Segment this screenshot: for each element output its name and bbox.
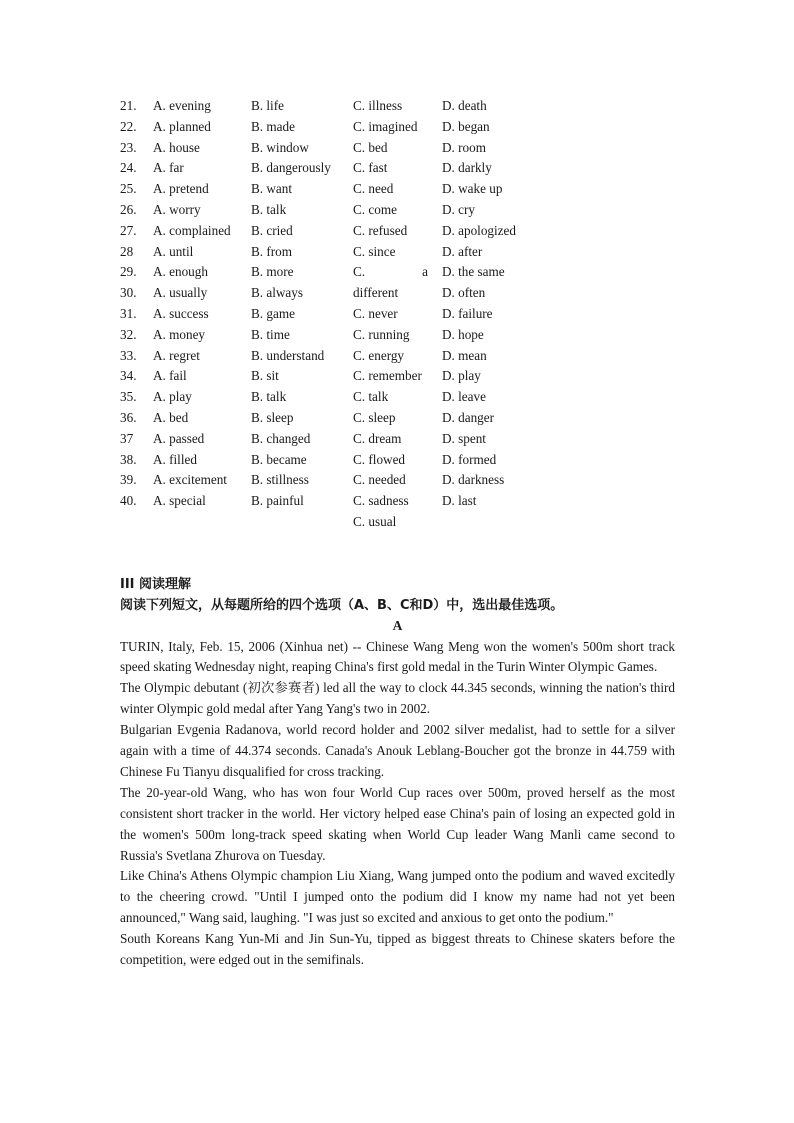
question-row xyxy=(120,387,680,408)
option-c: C. bed xyxy=(353,139,388,155)
question-number: 31. xyxy=(120,305,137,321)
option-a: A. excitement xyxy=(153,472,227,488)
option-d: D. death xyxy=(442,98,487,113)
option-b: B. made xyxy=(251,118,295,134)
option-b: B. became xyxy=(251,451,307,467)
option-c: C. energy xyxy=(353,347,405,363)
question-row xyxy=(120,325,680,346)
option-a: A. planned xyxy=(153,118,211,134)
option-b: B. sleep xyxy=(251,409,294,425)
question-row xyxy=(120,346,680,367)
question-row xyxy=(120,408,680,429)
option-a: A. passed xyxy=(153,430,205,446)
question-number: 38. xyxy=(120,451,137,467)
option-a: A. house xyxy=(153,139,200,155)
option-a: A. bed xyxy=(153,409,189,425)
option-b: B. cried xyxy=(251,222,293,238)
question-number: 39. xyxy=(120,472,137,488)
question-number: 29. xyxy=(120,264,137,280)
passage-paragraph: TURIN, Italy, Feb. 15, 2006 (Xinhua net) -- Chinese Wang Meng won the women's 500m short track speed skating Wednesday night, reaping China's first gold medal in the Turin Winter Olympic Games. xyxy=(120,638,675,675)
section-title: III 阅读理解 xyxy=(120,577,192,592)
question-row xyxy=(120,366,680,387)
question-number: 25. xyxy=(120,181,137,197)
option-c: C. fast xyxy=(353,160,388,176)
option-b: B. understand xyxy=(251,347,325,363)
option-d: D. darkness xyxy=(442,472,505,488)
option-a: A. play xyxy=(153,389,192,405)
option-b: B. stillness xyxy=(251,472,309,488)
option-b: B. always xyxy=(251,285,304,301)
question-row xyxy=(120,429,680,450)
question-number: 23. xyxy=(120,139,137,155)
option-c: C. remember xyxy=(353,368,422,384)
option-c: C. talk xyxy=(353,389,389,405)
option-b: B. time xyxy=(251,326,290,342)
question-number: 28 xyxy=(120,243,134,259)
option-d: D. last xyxy=(442,493,477,509)
option-c: C. never xyxy=(353,305,398,321)
question-row xyxy=(120,179,680,200)
option-a: A. evening xyxy=(153,98,211,113)
option-b: B. dangerously xyxy=(251,160,331,176)
option-d: D. darkly xyxy=(442,160,492,176)
passage-paragraph: Bulgarian Evgenia Radanova, world record holder and 2002 silver medalist, had to settle for a silver again with a time of 44.374 seconds. Canada's Anouk Leblang-Boucher got the bronze in 44.759 with Chinese Fu Tianyu disqualified for cross tracking. xyxy=(120,722,675,779)
option-d: D. the same xyxy=(442,264,505,280)
option-c: different xyxy=(353,285,399,301)
question-number: 22. xyxy=(120,118,137,134)
option-c-right: a xyxy=(422,264,428,280)
option-a: A. special xyxy=(153,493,206,509)
option-b: B. talk xyxy=(251,201,287,217)
option-c: C. since xyxy=(353,243,396,259)
option-c: C. dream xyxy=(353,430,402,446)
question-number: 21. xyxy=(120,98,137,113)
passage-paragraph: The Olympic debutant (初次参赛者) led all the way to clock 44.345 seconds, winning the nation's third winter Olympic gold medal after Yang Yang's two in 2002. xyxy=(120,680,675,717)
option-d: D. after xyxy=(442,243,483,259)
question-row xyxy=(120,450,680,471)
question-row xyxy=(120,242,680,263)
option-a: A. enough xyxy=(153,264,208,280)
option-b: B. want xyxy=(251,181,293,197)
question-number: 35. xyxy=(120,389,137,405)
option-d: D. apologized xyxy=(442,222,516,238)
question-row xyxy=(120,200,680,221)
option-a: A. until xyxy=(153,243,194,259)
reading-section xyxy=(120,575,675,971)
question-number: 33. xyxy=(120,347,137,363)
option-c: C. sadness xyxy=(353,493,409,509)
option-a: A. complained xyxy=(153,222,231,238)
option-b: B. window xyxy=(251,139,309,155)
option-c: C. flowed xyxy=(353,451,406,467)
option-c: C. imagined xyxy=(353,118,418,134)
question-number: 26. xyxy=(120,201,137,217)
question-row xyxy=(120,304,680,325)
question-number: 30. xyxy=(120,285,137,301)
question-number: 24. xyxy=(120,160,137,176)
passage-paragraph: The 20-year-old Wang, who has won four World Cup races over 500m, proved herself as the most consistent short tracker in the world. Her victory helped ease China's pain of losing an expected gold in the women's 500m long-track speed skating when World Cup leader Wang Manli came second to Russia's Svetlana Zhurova on Tuesday. xyxy=(120,784,675,863)
section-instruction: 阅读下列短文，从每题所给的四个选项（A、B、C和D）中，选出最佳选项。 xyxy=(120,597,564,613)
option-b: B. game xyxy=(251,305,295,321)
passage-paragraph: Like China's Athens Olympic champion Liu Xiang, Wang jumped onto the podium and waved excitedly to the cheering crowd. "Until I jumped onto the podium did I know my name had not yet been announced," Wang said, laughing. "I was just so excited and anxious to get onto the podium." xyxy=(120,868,675,926)
option-c: C. needed xyxy=(353,472,406,488)
option-b: B. changed xyxy=(251,430,311,446)
question-number: 27. xyxy=(120,222,137,238)
option-c: C. illness xyxy=(353,98,403,113)
option-c: C. need xyxy=(353,181,394,197)
question-row xyxy=(120,158,680,179)
question-row xyxy=(120,96,680,117)
question-row xyxy=(120,117,680,138)
option-c: C. sleep xyxy=(353,409,396,425)
option-b: B. more xyxy=(251,264,294,280)
option-b: B. life xyxy=(251,98,284,113)
option-a: A. success xyxy=(153,305,209,321)
option-d: D. play xyxy=(442,368,481,384)
question-row xyxy=(120,262,680,283)
question-number: 34. xyxy=(120,368,137,384)
question-number: 36. xyxy=(120,409,137,425)
option-c: C. running xyxy=(353,326,410,342)
passage-paragraph: South Koreans Kang Yun-Mi and Jin Sun-Yu, tipped as biggest threats to Chinese skaters before the competition, were edged out in the semifinals. xyxy=(120,931,675,968)
option-b: B. talk xyxy=(251,389,287,405)
option-d: D. hope xyxy=(442,326,484,342)
cloze-options-table xyxy=(120,96,680,512)
question-row xyxy=(120,221,680,242)
question-row xyxy=(120,491,680,512)
question-row xyxy=(120,470,680,491)
option-b: B. sit xyxy=(251,368,279,384)
option-c: C. refused xyxy=(353,222,408,238)
option-c-left: C. xyxy=(353,264,366,280)
option-d: D. spent xyxy=(442,430,486,446)
option-a: A. filled xyxy=(153,451,197,467)
option-a: A. usually xyxy=(153,285,208,301)
option-b: B. from xyxy=(251,243,293,259)
option-a: A. pretend xyxy=(153,181,209,197)
option-continuation: C. usual xyxy=(353,514,397,529)
option-d: D. wake up xyxy=(442,181,503,197)
passage-label: A xyxy=(392,618,403,633)
option-d: D. failure xyxy=(442,305,493,321)
option-a: A. regret xyxy=(153,347,200,363)
question-number: 32. xyxy=(120,326,137,342)
question-number: 37 xyxy=(120,430,134,446)
option-a: A. money xyxy=(153,326,206,342)
option-d: D. often xyxy=(442,285,486,301)
option-d: D. formed xyxy=(442,451,497,467)
question-row xyxy=(120,283,680,304)
question-number: 40. xyxy=(120,493,137,509)
option-a: A. worry xyxy=(153,201,201,217)
option-d: D. began xyxy=(442,118,490,134)
option-c: C. come xyxy=(353,201,397,217)
option-d: D. room xyxy=(442,139,486,155)
option-a: A. far xyxy=(153,160,184,176)
option-a: A. fail xyxy=(153,368,187,384)
question-row xyxy=(120,138,680,159)
option-d: D. danger xyxy=(442,409,494,425)
option-b: B. painful xyxy=(251,493,304,509)
option-d: D. leave xyxy=(442,389,486,405)
option-d: D. cry xyxy=(442,201,475,217)
option-d: D. mean xyxy=(442,347,487,363)
